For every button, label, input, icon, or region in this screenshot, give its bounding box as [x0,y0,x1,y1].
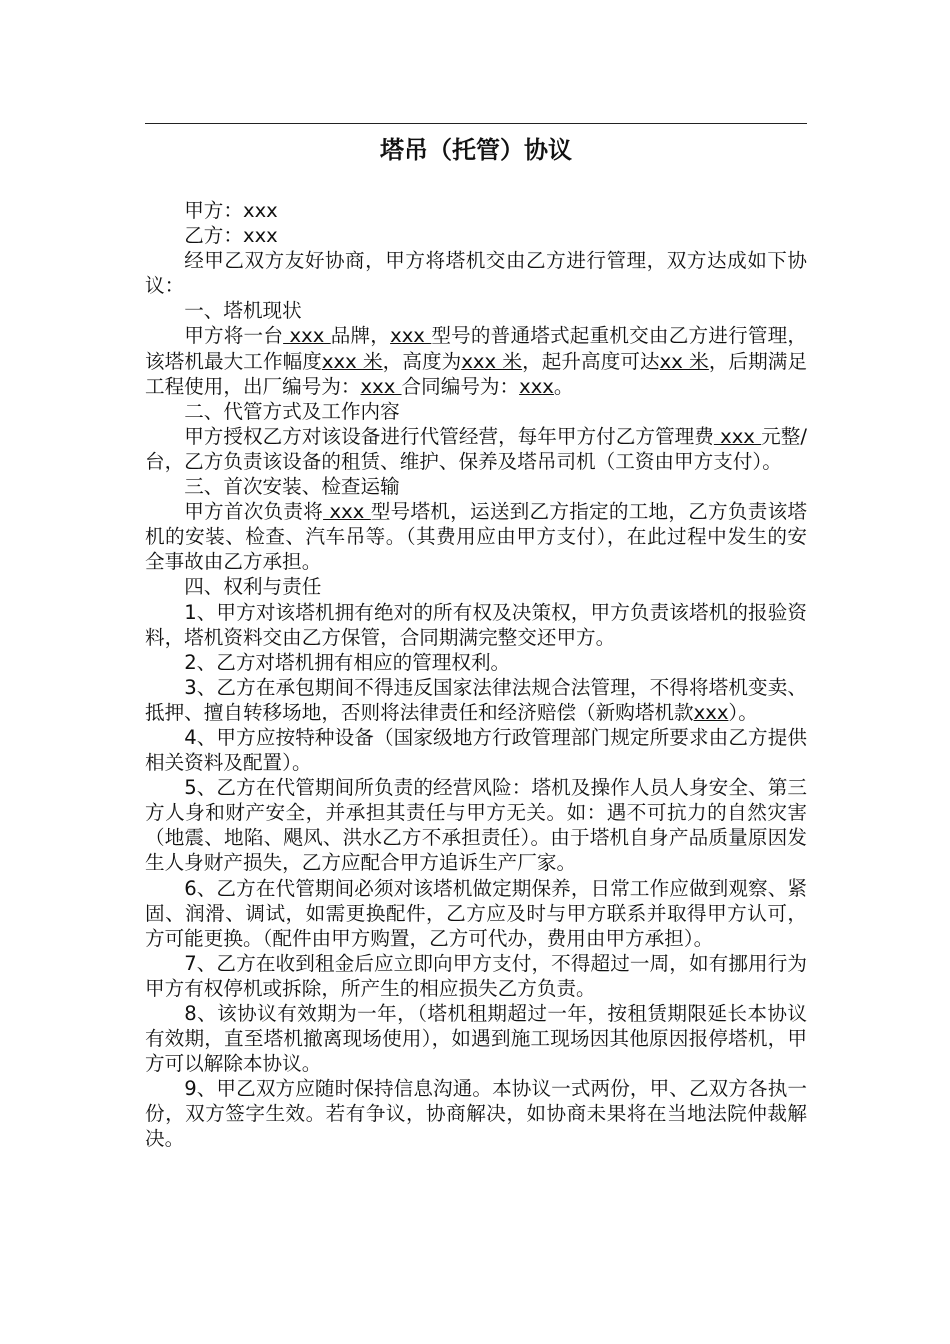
section-1-body [145,323,807,398]
text-segment: 。 [553,374,574,398]
document-title: 塔吊（托管）协议 [380,135,572,164]
text-segment: 型号塔机，运送到乙方指定的工地，乙方负责该塔机的安装、检查、汽车吊等。（其费用应由甲方支付），在此过程中发生的安全事故由乙方承担。 [145,500,807,574]
clause-6: 6、乙方在代管期间必须对该塔机做定期保养，日常工作应做到观察、紧固、润滑、调试，如需更换配件，乙方应及时与甲方联系并取得甲方认可，方可能更换。（配件由甲方购置，乙方可代办，费用由甲方承担）。 [145,876,807,950]
clause-9: 9、甲乙双方应随时保持信息沟通。本协议一式两份，甲、乙双方各执一份，双方签字生效。若有争议，协商解决，如协商未果将在当地法院仲裁解决。 [145,1077,807,1151]
section-heading: 二、代管方式及工作内容 [184,399,400,423]
document-body [145,198,807,1152]
section-heading: 一、塔机现状 [184,299,302,323]
contract-no-blank: xxx [519,374,554,398]
height-blank: xxx 米 [461,349,523,373]
header-rule [145,123,807,124]
serial-blank: xxx [360,374,402,398]
clause-8: 8、该协议有效期为一年，（塔机租期超过一年，按租赁期限延长本协议有效期，直至塔机撤离现场使用），如遇到施工现场因其他原因报停塔机，甲方可以解除本协议。 [145,1002,807,1076]
price-blank: xxx [693,700,729,724]
model-blank: xxx [323,500,371,524]
model-blank: xxx [390,324,432,348]
text-segment: ）。 [728,700,758,724]
text-segment: 3、乙方在承包期间不得违反国家法律法规合法管理，不得将塔机变卖、抵押、擅自转移场地，否则将法律责任和经济赔偿（新购塔机款 [145,675,807,724]
text-segment: 甲方首次负责将 [184,500,324,524]
brand-blank: xxx [283,324,331,348]
text-segment: 品牌， [330,324,391,348]
max-range-blank: xxx 米 [321,349,383,373]
text-segment: 甲方将一台 [184,324,284,348]
section-heading: 三、首次安装、检查运输 [184,475,400,499]
fee-blank: xxx [713,424,762,448]
clause-3 [145,675,807,725]
intro-paragraph: 经甲乙双方友好协商，甲方将塔机交由乙方进行管理，双方达成如下协议： [145,249,807,298]
text-segment: 型号的普通塔式起重机交由乙方进行管理，该塔机最大工作幅度 [145,324,808,373]
party-a: 甲方：xxx [184,199,278,222]
section-heading: 四、权利与责任 [184,575,322,599]
text-segment: 甲方授权乙方对该设备进行代管经营，每年甲方付乙方管理费 [184,424,714,448]
text-segment: 合同编号为： [401,374,520,398]
text-segment: 元整/台，乙方负责该设备的租赁、维护、保养及塔吊司机（工资由甲方支付）。 [145,424,807,473]
lift-height-blank: xx 米 [659,349,709,373]
text-segment: ，起升高度可达 [522,349,660,373]
clause-4: 4、甲方应按特种设备（国家级地方行政管理部门规定所要求由乙方提供相关资料及配置）。 [145,725,807,775]
text-segment: ，后期满足工程使用，出厂编号为： [145,349,808,398]
section-2-body [145,424,807,474]
clause-5: 5、乙方在代管期间所负责的经营风险：塔机及操作人员人身安全、第三方人身和财产安全，并承担其责任与甲方无关。如：遇不可抗力的自然灾害（地震、地陷、飓风、洪水乙方不承担责任）。由于塔机自身产品质量原因发生人身财产损失，乙方应配合甲方追诉生产厂家。 [145,776,807,875]
clause-1: 1、甲方对该塔机拥有绝对的所有权及决策权，甲方负责该塔机的报验资料，塔机资料交由乙方保管，合同期满完整交还甲方。 [145,600,807,649]
section-3-body [145,499,807,574]
clause-7: 7、乙方在收到租金后应立即向甲方支付，不得超过一周，如有挪用行为甲方有权停机或拆除，所产生的相应损失乙方负责。 [145,951,807,1000]
clause-2: 2、乙方对塔机拥有相应的管理权利。 [184,650,511,674]
party-b: 乙方：xxx [184,224,278,248]
text-segment: ，高度为 [382,349,462,373]
